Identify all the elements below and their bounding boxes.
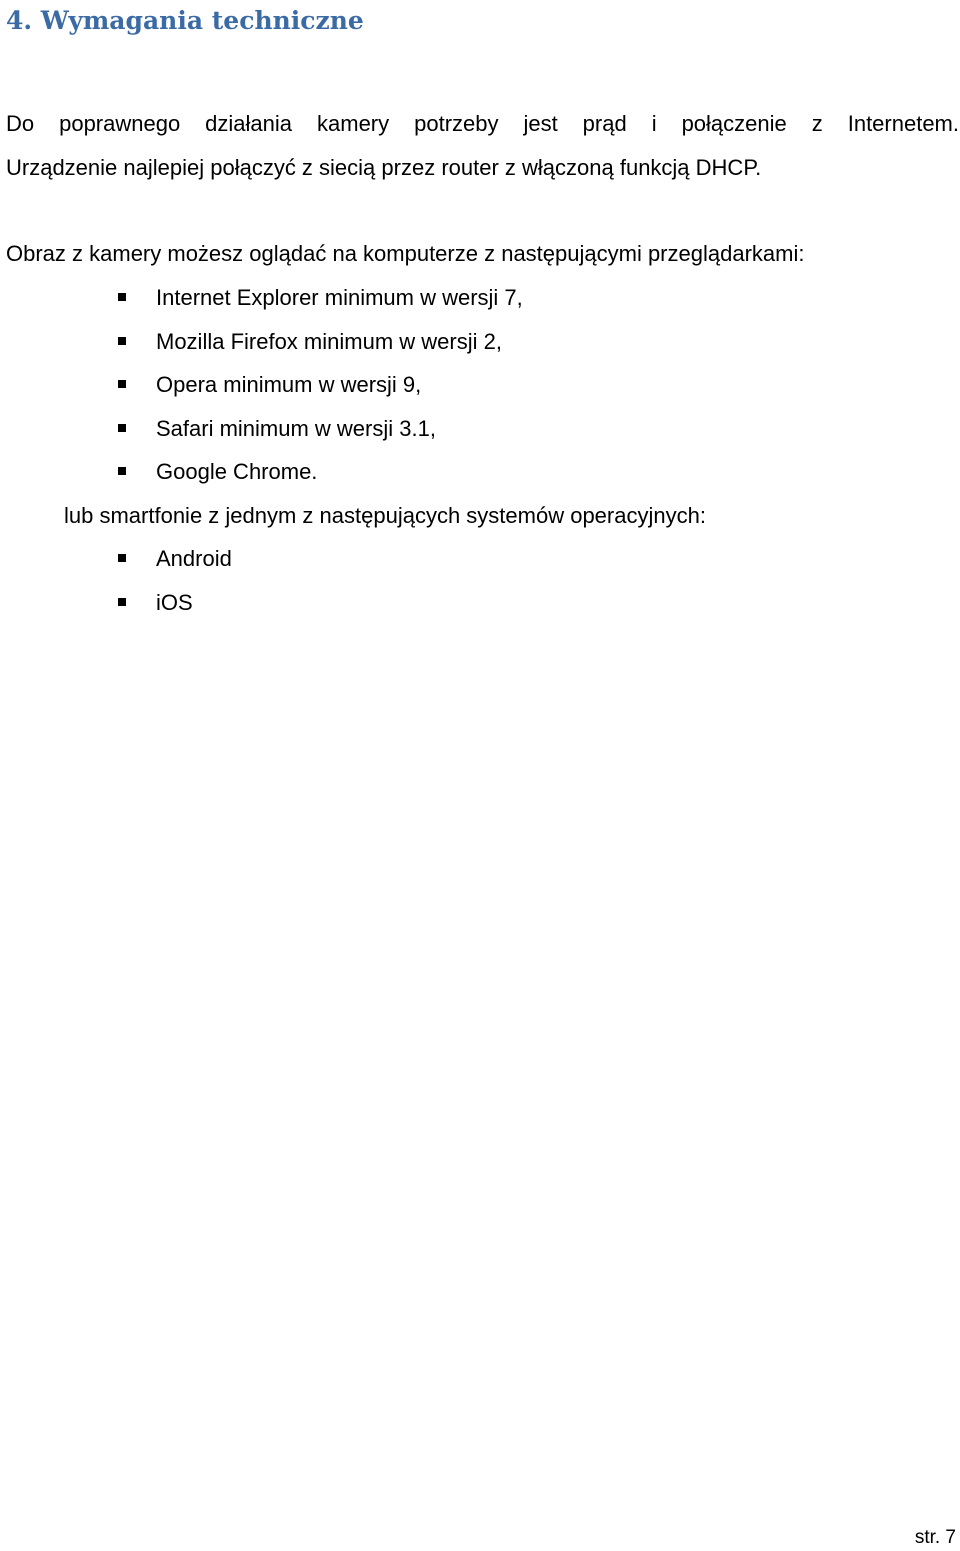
section-heading: 4. Wymagania techniczne (6, 6, 364, 35)
os-item-text: iOS (156, 589, 193, 615)
square-bullet-icon (118, 467, 126, 475)
browser-item-text: Google Chrome. (156, 459, 318, 484)
paragraph-line-2: Urządzenie najlepiej połączyć z siecią przez router z włączoną funkcją DHCP. (6, 154, 762, 180)
power-internet-paragraph (6, 102, 959, 189)
browser-item-text: Internet Explorer minimum w wersji 7, (156, 285, 523, 310)
square-bullet-icon (118, 598, 126, 606)
square-bullet-icon (118, 293, 126, 301)
browser-item-text: Opera minimum w wersji 9, (156, 372, 422, 397)
paragraph-line-1: Do poprawnego działania kamery potrzeby jest prąd i połączenie z Internetem. (6, 111, 959, 136)
os-item-text: Android (156, 546, 232, 571)
square-bullet-icon (118, 424, 126, 432)
browsers-intro: Obraz z kamery możesz oglądać na komputerze z następującymi przeglądarkami: (6, 241, 805, 266)
page-number: str. 7 (914, 1527, 956, 1548)
square-bullet-icon (118, 554, 126, 562)
browser-item-text: Safari minimum w wersji 3.1, (156, 415, 436, 441)
browser-item-text: Mozilla Firefox minimum w wersji 2, (156, 328, 502, 354)
square-bullet-icon (118, 337, 126, 345)
square-bullet-icon (118, 380, 126, 388)
smartphones-intro: lub smartfonie z jednym z następujących systemów operacyjnych: (64, 503, 706, 528)
